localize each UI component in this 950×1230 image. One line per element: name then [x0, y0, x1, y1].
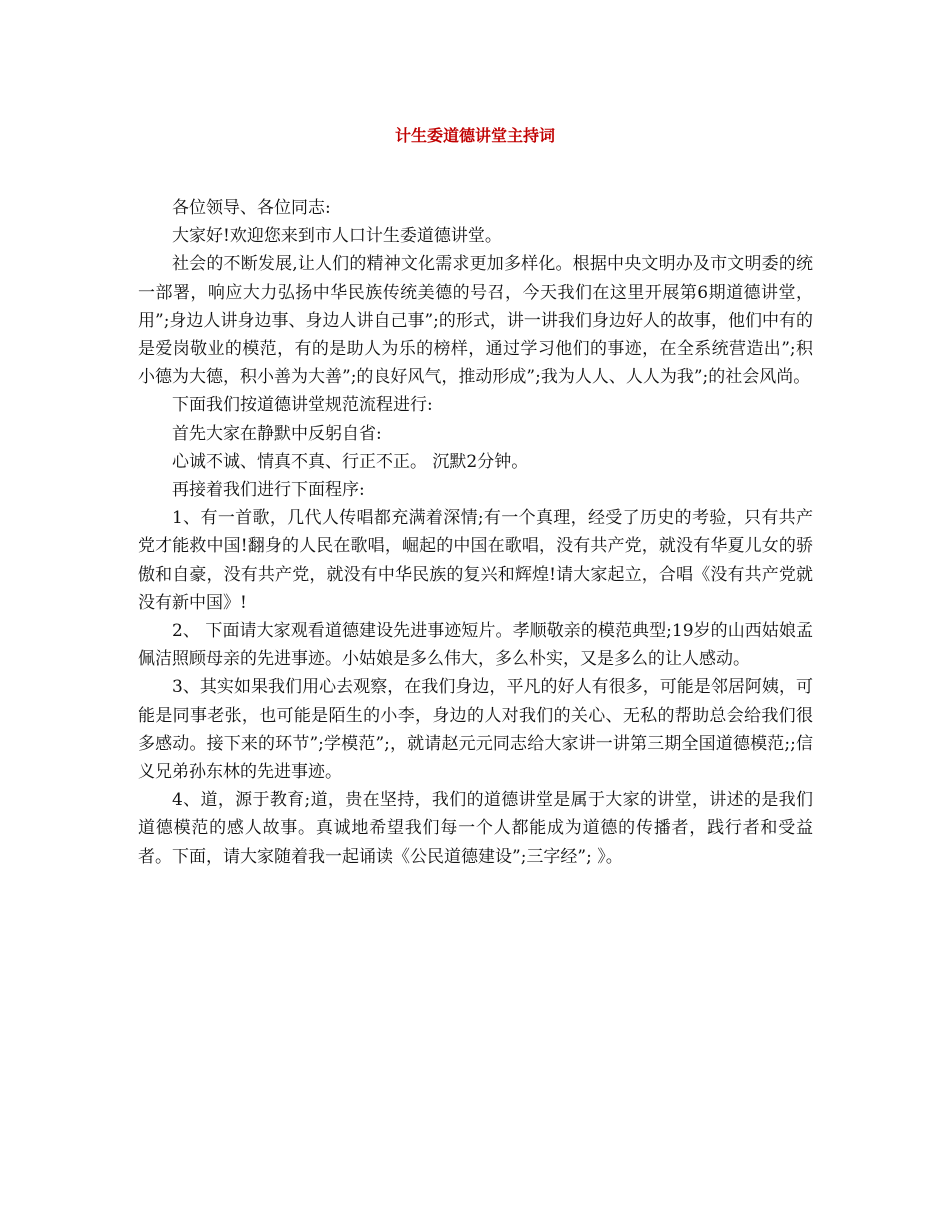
- paragraph-next-program: 再接着我们进行下面程序:: [172, 480, 365, 501]
- paragraph-item-2: 2、 下面请大家观看道德建设先进事迹短片。孝顺敬亲的模范典型;19岁的山西姑娘孟佩洁照顾母亲的先进事迹。小姑娘是多么伟大，多么朴实，又是多么的让人感动。: [138, 621, 813, 670]
- paragraph-reflection: 首先大家在静默中反躬自省:: [172, 423, 382, 444]
- paragraph-welcome: 大家好!欢迎您来到市人口计生委道德讲堂。: [172, 226, 502, 247]
- paragraph-item-1: 1、有一首歌，几代人传唱都充满着深情;有一个真理，经受了历史的考验，只有共产党才能救中国!翻身的人民在歌唱，崛起的中国在歌唱，没有共产党，就没有华夏儿女的骄傲和自豪，没有共产党，就没有中华民族的复兴和辉煌!请大家起立，合唱《没有共产党就没有新中国》!: [138, 508, 813, 613]
- page-title: 计生委道德讲堂主持词: [394, 126, 555, 145]
- paragraph-process: 下面我们按道德讲堂规范流程进行:: [172, 395, 433, 416]
- paragraph-silence: 心诚不诚、情真不真、行正不正。 沉默2分钟。: [172, 451, 529, 472]
- paragraph-item-4: 4、道，源于教育;道，贵在坚持，我们的道德讲堂是属于大家的讲堂，讲述的是我们道德模范的感人故事。真诚地希望我们每一个人都能成为道德的传播者，践行者和受益者。下面，请大家随着我一起诵读《公民道德建设”;三字经”; 》。: [138, 790, 813, 867]
- paragraph-intro: 社会的不断发展,让人们的精神文化需求更加多样化。根据中央文明办及市文明委的统一部署，响应大力弘扬中华民族传统美德的号召，今天我们在这里开展第6期道德讲堂，用”;身边人讲身边事、身边人讲自己事”;的形式，讲一讲我们身边好人的故事，他们中有的是爱岗敬业的模范，有的是助人为乐的榜样，通过学习他们的事迹，在全系统营造出”;积小德为大德，积小善为大善”;的良好风气，推动形成”;我为人人、人人为我”;的社会风尚。: [138, 254, 813, 388]
- paragraph-greeting: 各位领导、各位同志:: [172, 198, 331, 218]
- document-body: [138, 194, 813, 871]
- paragraph-item-3: 3、其实如果我们用心去观察，在我们身边，平凡的好人有很多，可能是邻居阿姨，可能是同事老张，也可能是陌生的小李，身边的人对我们的关心、无私的帮助总会给我们很多感动。接下来的环节”;学模范”;，就请赵元元同志给大家讲一讲第三期全国道德模范;;信义兄弟孙东林的先进事迹。: [138, 677, 813, 783]
